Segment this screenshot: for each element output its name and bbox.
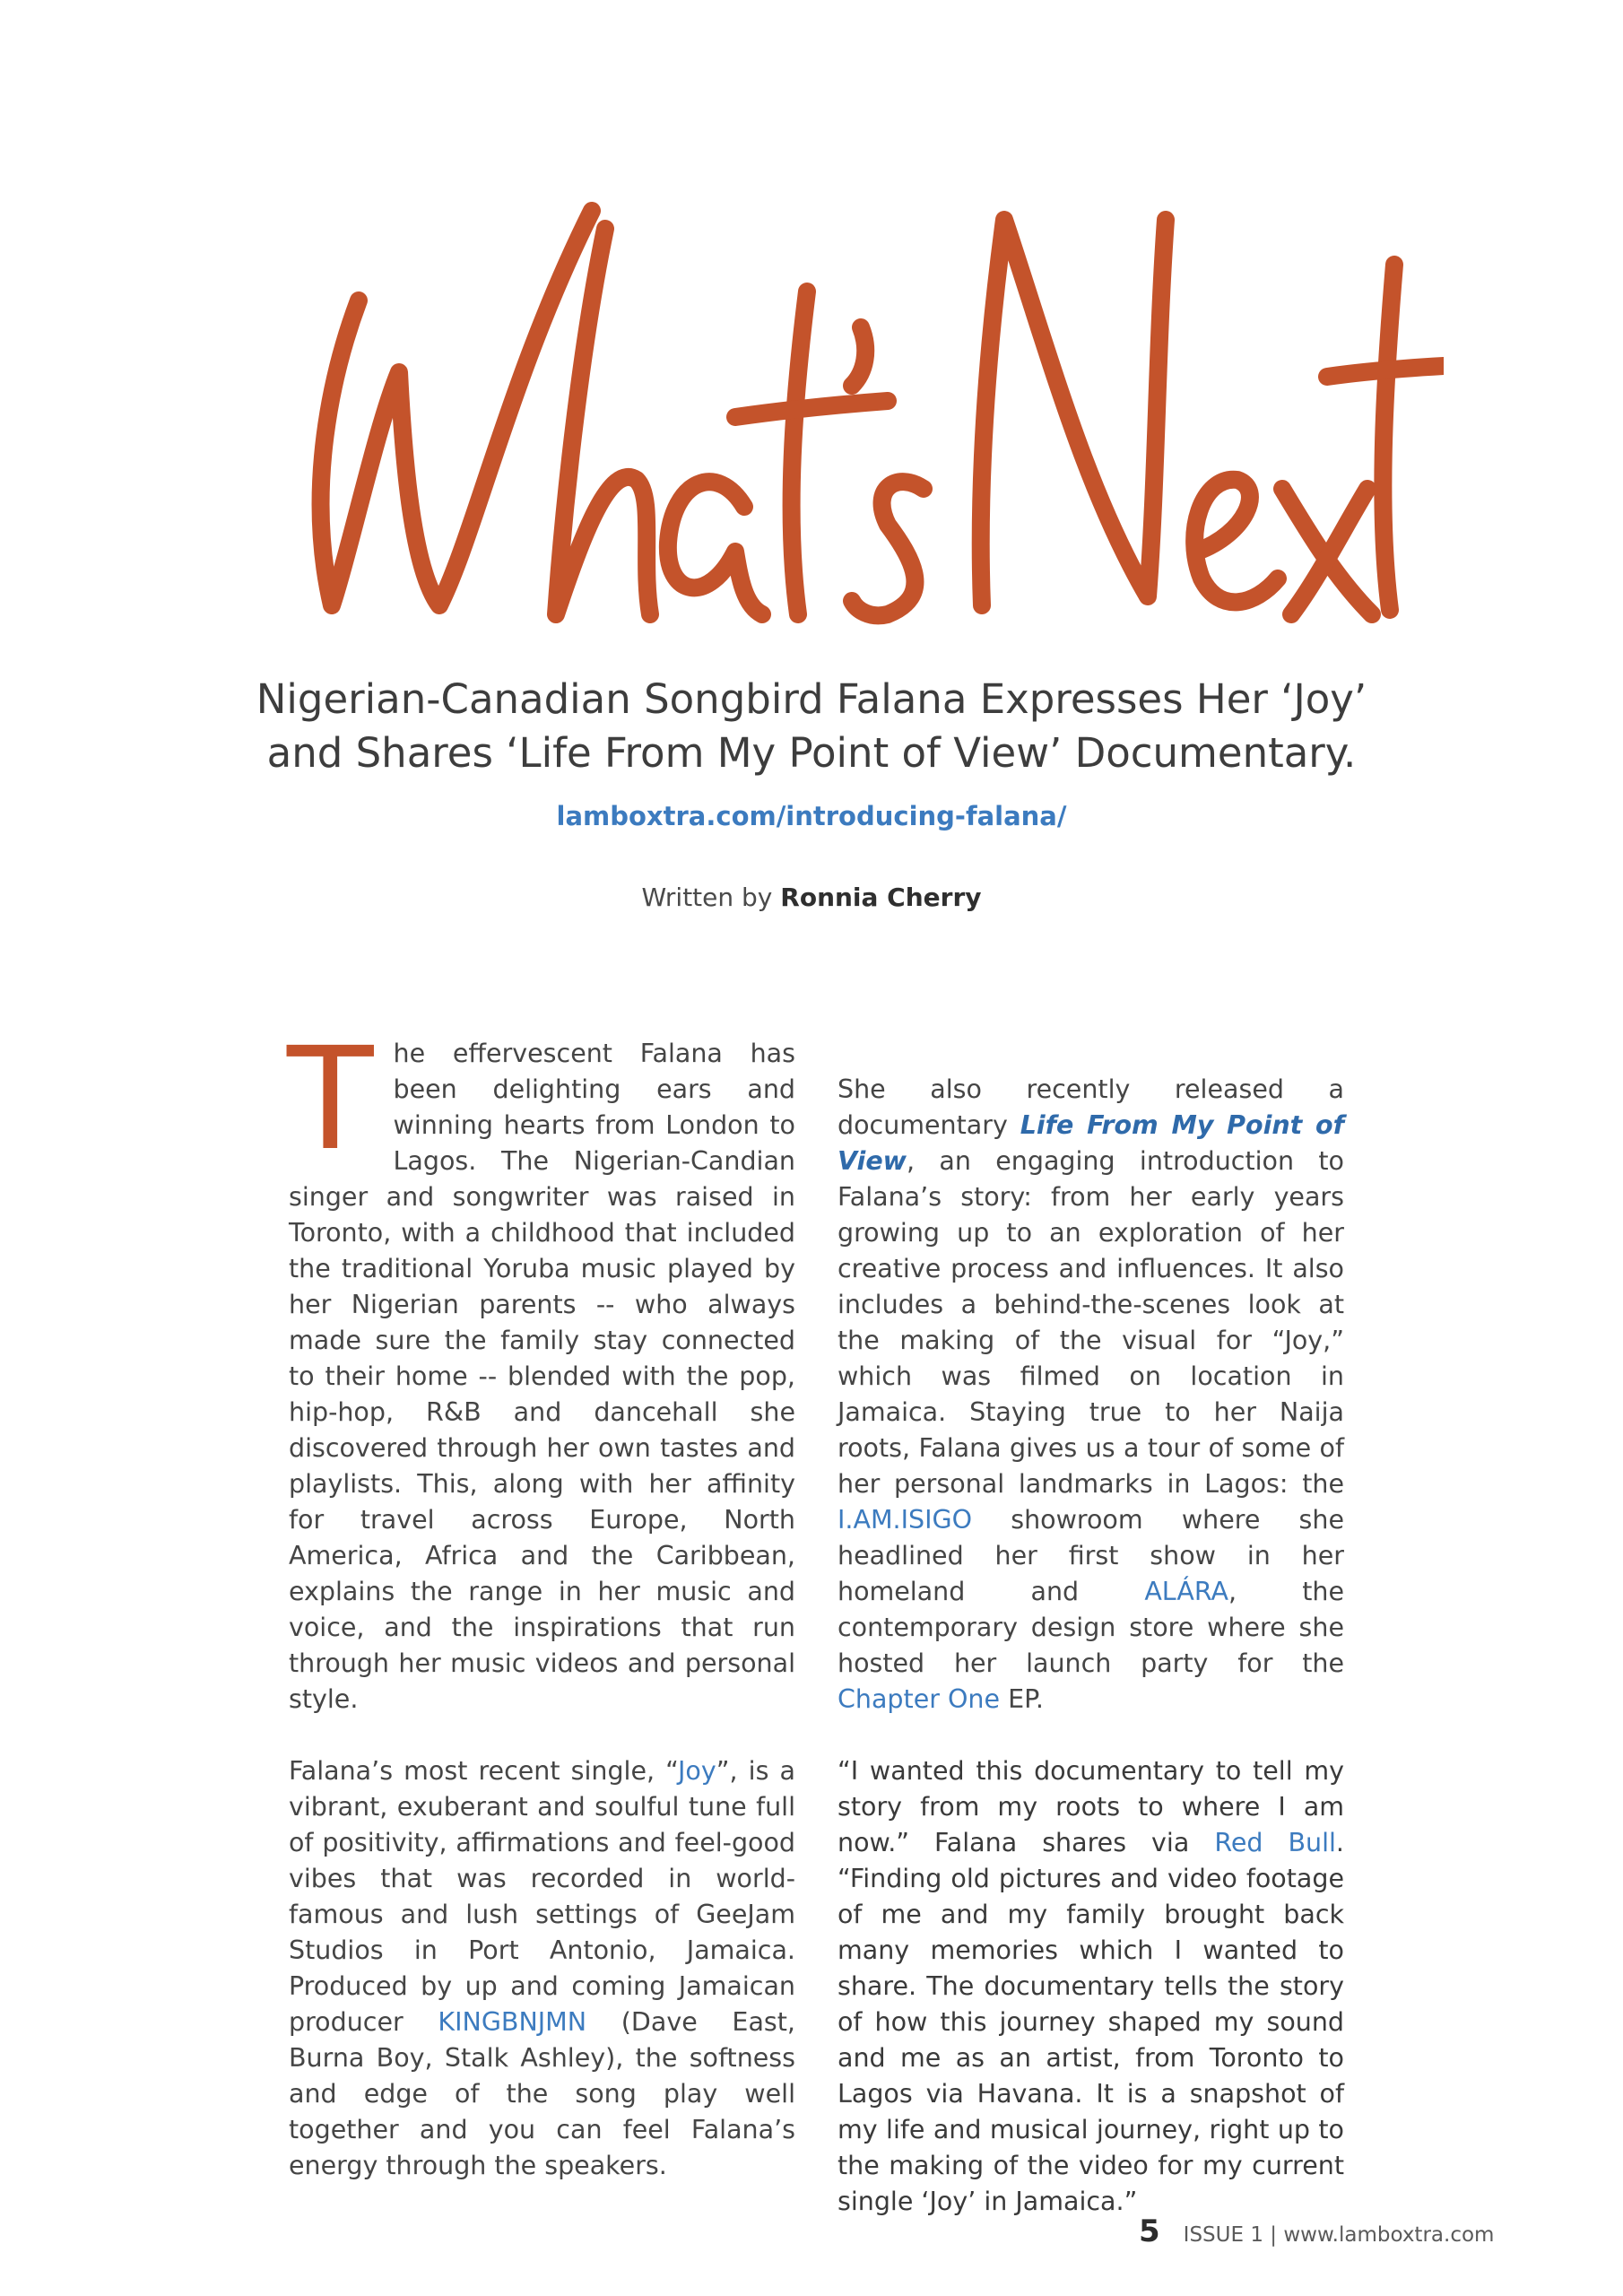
byline [179, 883, 1444, 912]
text-segment: Falana’s most recent single, “ [289, 1756, 679, 1786]
article-column-left [287, 1017, 795, 2184]
article-subtitle [179, 673, 1444, 780]
text-segment: “I wanted this documentary to tell my story from my roots to where I am now.” Falana shares via [838, 1756, 1344, 1857]
alara-link[interactable]: ALÁRA [1144, 1577, 1228, 1606]
drop-cap: T [287, 1017, 374, 1182]
issue-info: ISSUE 1 | www.lamboxtra.com [1183, 2223, 1495, 2247]
text-segment: , an engaging introduction to Falana’s story: from her early years growing up to an exploration of her creative process and influences. It also includes a behind-the-scenes look at the making of the visual for “Joy,” which was filmed on location in Jamaica. Staying true to her Naija roots, Falana gives us a tour of some of her personal landmarks in Lagos: the [838, 1146, 1344, 1499]
chapter-one-link[interactable]: Chapter One [838, 1684, 1001, 1714]
paragraph-intro [287, 1017, 795, 1718]
subtitle-line-2: and Shares ‘Life From My Point of View’ Documentary. [266, 729, 1357, 777]
paragraph-quote [838, 1753, 1344, 2220]
byline-prefix: Written by [641, 883, 781, 912]
article-url-link[interactable]: lamboxtra.com/introducing-falana/ [556, 801, 1067, 831]
title-lettering [296, 193, 1444, 641]
text-segment: EP. [1000, 1684, 1044, 1714]
red-bull-link[interactable]: Red Bull [1214, 1828, 1336, 1857]
article-column-right [838, 1072, 1344, 2220]
text-segment: , the contemporary design store where she hosted her launch party for the [838, 1577, 1344, 1678]
text-segment: showroom where she headlined her first show in her homeland and [838, 1505, 1344, 1606]
paragraph-documentary [838, 1072, 1344, 1718]
isigo-link[interactable]: I.AM.ISIGO [838, 1505, 973, 1535]
page-footer [1139, 2213, 1497, 2249]
joy-link[interactable]: Joy [678, 1756, 716, 1786]
page-title [296, 193, 1444, 641]
page-number: 5 [1139, 2213, 1160, 2249]
paragraph-intro-text: he effervescent Falana has been delighting ears and winning hearts from London to Lagos. The Nigerian-Candian singer and songwriter was raised in Toronto, with a childhood that included the traditional Yoruba music played by her Nigerian parents -- who always made sure the family stay connected to their home -- blended with the pop, hip-hop, R&B and dancehall she discovered through her own tastes and playlists. This, along with her affinity for travel across Europe, North America, Africa and the Caribbean, explains the range in her music and voice, and the inspirations that run through her music videos and personal style. [289, 1039, 795, 1714]
text-segment: . “Finding old pictures and video footage of me and my family brought back many memories which I wanted to share. The documentary tells the story of how this journey shaped my sound and me as an artist, from Toronto to Lagos via Havana. It is a snapshot of my life and musical journey, right up to the making of the video for my current single ‘Joy’ in Jamaica.” [838, 1828, 1344, 2216]
documentary-link[interactable]: Life From My Point of View [838, 1110, 1344, 1176]
text-segment: ”, is a vibrant, exuberant and soulful tune full of positivity, affirmations and feel-good vibes that was recorded in world-famous and lush settings of GeeJam Studios in Port Antonio, Jamaica. Produced by up and coming Jamaican producer [289, 1756, 795, 2037]
subtitle-line-1: Nigerian-Canadian Songbird Falana Expresses Her ‘Joy’ [256, 675, 1367, 723]
kingbnjmn-link[interactable]: KINGBNJMN [438, 2007, 587, 2037]
author-name: Ronnia Cherry [780, 883, 982, 912]
text-segment: She also recently released a documentary [838, 1074, 1344, 1140]
text-segment: (Dave East, Burna Boy, Stalk Ashley), the softness and edge of the song play well together and you can feel Falana’s energy through the speakers. [289, 2007, 795, 2180]
paragraph-joy [289, 1753, 795, 2184]
